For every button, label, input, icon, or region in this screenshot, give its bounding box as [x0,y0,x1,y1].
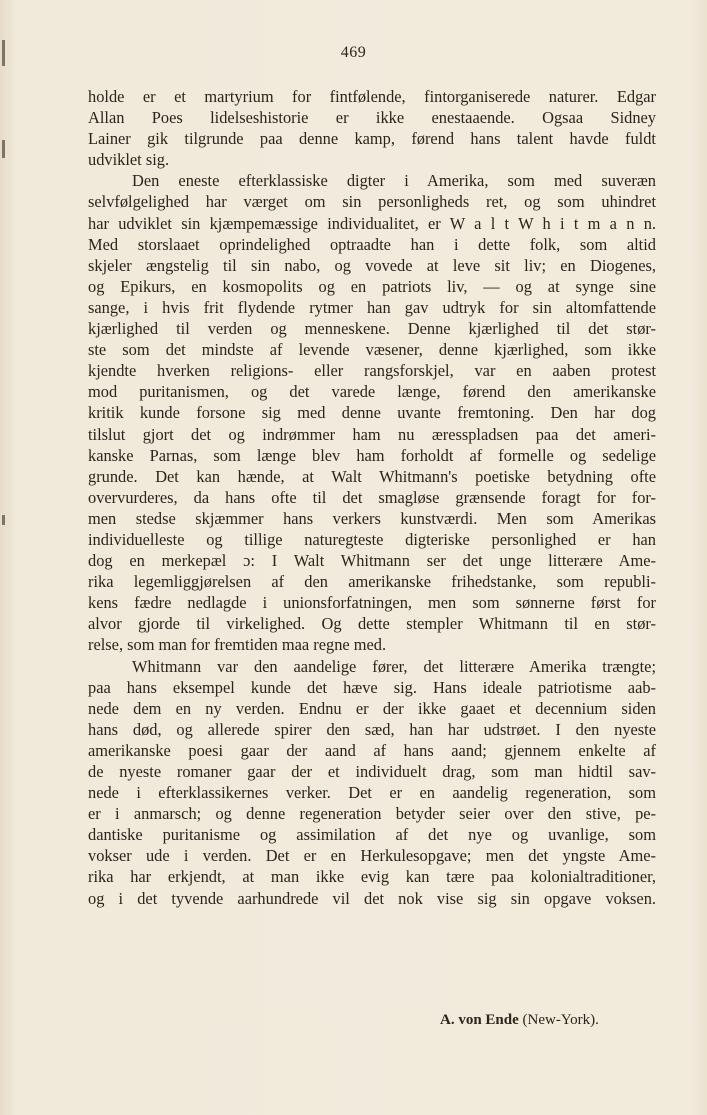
text-line: de nyeste romaner gaar der et individuelt drag, som man hidtil sav- [88,762,656,781]
signature [440,1012,599,1029]
text-line: holde er et martyrium for fintfølende, fintorganiserede naturer. Edgar [88,87,656,106]
text-line: skjeler ængstelig til sin nabo, og vovede at leve sit liv; en Diogenes, [88,255,656,275]
text-line: alvor gjorde til virkelighed. Og dette stempler Whitmann til en stør- [88,614,656,634]
text-line: Den eneste efterklassiske digter i Amerika, som med suveræn [132,171,656,191]
text-line: sange, i hvis frit flydende rytmer han gav udtryk for sin altomfattende [88,297,656,317]
text-line: kjendte hverken religions- eller rangsforskjel, var en aaben protest [88,361,656,381]
text-line: Med storslaaet oprindelighed optraadte han i dette folk, som altid [88,234,656,254]
text-line: amerikanske poesi gaar der aand af hans aand; gjennem enkelte af [88,740,656,760]
binding-edge-mark [2,515,5,525]
text-line: nede i efterklassikernes verker. Det er en aandelig regeneration, som [88,783,656,803]
text-line: dog en merkepæl ɔ: I Walt Whitmann ser det unge litterære Ame- [88,551,656,571]
text-line: rika legemliggjørelsen af den amerikanske frihedstanke, som republi- [88,572,656,592]
text-line: dantiske puritanisme og assimilation af det nye og uvanlige, som [88,825,656,845]
text-line: mod puritanismen, og det varede længe, førend den amerikanske [88,382,656,402]
author-name: A. von Ende [440,1012,519,1028]
text-line: rika har erkjendt, at man ikke evig kan tære paa kolonialtraditioner, [88,867,656,887]
text-line: individuelleste og tillige naturegteste digteriske personlighed er han [88,529,656,549]
text-line: relse, som man for fremtiden maa regne med. [88,635,387,655]
body-text [88,86,656,909]
text-line: overvurderes, da hans ofte til det smagløse grænsende foragt for for- [88,487,656,507]
text-line: grunde. Det kan hænde, at Walt Whitmann's poetiske betydning ofte [88,466,656,486]
text-line: er i anmarsch; og denne regeneration betyder seier over den stive, pe- [88,804,656,824]
text-line: kritik kunde forsone sig med denne uvante fremtoning. Den har dog [88,403,656,423]
text-line: paa hans eksempel kunde det hæve sig. Hans ideale patriotisme aab- [88,677,656,697]
text-line: vokser ude i verden. Det er en Herkulesopgave; men det yngste Ame- [88,846,656,866]
text-line: kjærlighed til verden og menneskene. Denne kjærlighed til det stør- [88,319,656,339]
binding-edge-mark [2,140,5,158]
text-line: Lainer gik tilgrunde paa denne kamp, førend hans talent havde fuldt [88,129,656,149]
text-line: selvfølgelighed har værget om sin personligheds ret, og som uhindret [88,192,656,212]
text-line: kanske Parnas, som længe blev ham forholdt af formelle og sedelige [88,445,656,465]
text-line: nede dem en ny verden. Endnu er der ikke gaaet et decennium siden [88,698,656,718]
text-line: hans død, og allerede spirer den sæd, han har udstrøet. I den nyeste [88,719,656,739]
author-place: (New-York). [522,1012,599,1028]
text-line: ste som det mindste af levende væsener, denne kjærlighed, som ikke [88,340,656,360]
page-number: 469 [340,44,367,61]
text-line: udviklet sig. [88,150,170,170]
text-line: Allan Poes lidelseshistorie er ikke enestaaende. Ogsaa Sidney [88,108,656,128]
text-line: og i det tyvende aarhundrede vil det nok vise sig sin opgave voksen. [88,888,656,908]
text-line: Whitmann var den aandelige fører, det litterære Amerika trængte; [132,656,656,676]
text-line: og Epikurs, en kosmopolits og en patriots liv, — og at synge sine [88,276,656,296]
text-line: men stedse skjæmmer hans verkers kunstværdi. Men som Amerikas [88,508,656,528]
text-line: tilslut gjort det og indrømmer ham nu æresspladsen paa det ameri- [88,424,656,444]
text-line: kens fædre nedlagde i unionsforfatningen, men som sønnerne først for [88,593,656,613]
text-line: har udviklet sin kjæmpemæssige individualitet, er W a l t W h i t m a n n. [88,213,656,233]
